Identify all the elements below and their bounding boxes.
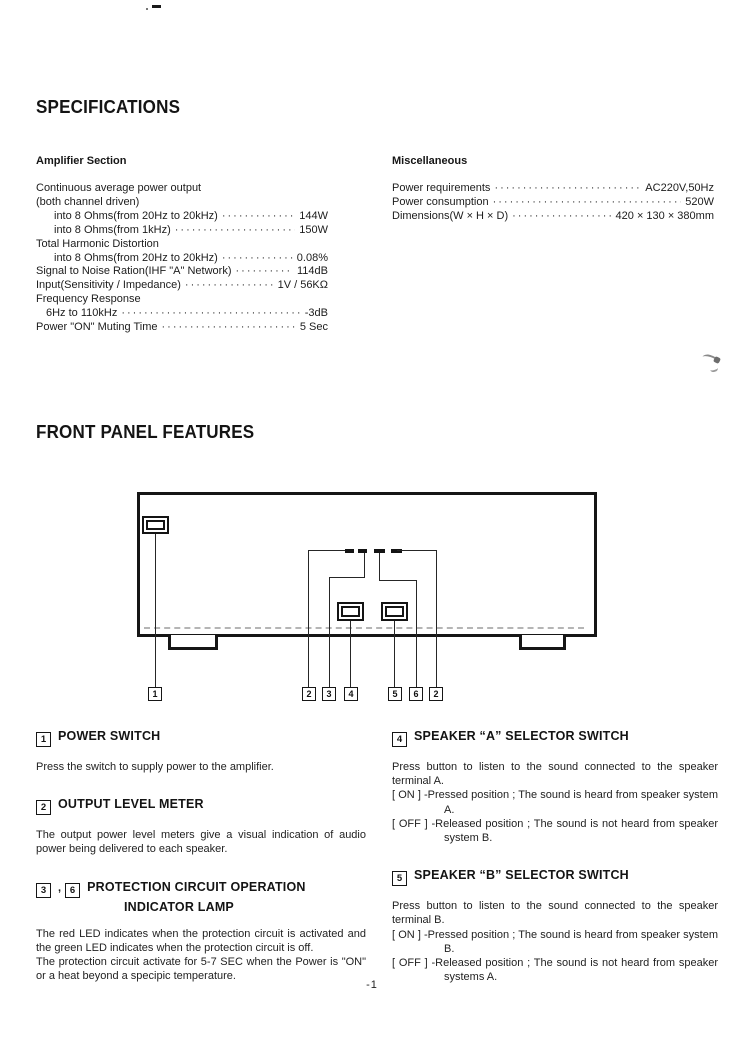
option-text: -Released position ; The sound is not heard from speaker systems A. xyxy=(431,957,718,984)
feature-title: POWER SWITCH xyxy=(58,729,161,743)
callout-line xyxy=(155,534,156,687)
option-tag: [ ON ] xyxy=(392,928,425,941)
spec-row xyxy=(36,321,328,335)
callout-line xyxy=(308,550,309,687)
callout-line xyxy=(436,550,437,687)
feature-number-box: 1 xyxy=(36,732,51,747)
spec-label: Power consumption xyxy=(392,195,489,208)
feature-paragraph: Press button to listen to the sound connected to the speaker terminal A. xyxy=(392,761,718,788)
spec-row xyxy=(392,182,714,196)
spec-row xyxy=(36,252,328,266)
feature-speaker-b-switch xyxy=(392,866,718,984)
feature-heading xyxy=(36,878,366,914)
spec-row xyxy=(36,224,328,238)
spec-label: Signal to Noise Ration(IHF "A" Network) xyxy=(36,265,232,278)
meter-mark xyxy=(358,549,367,553)
dotted-leader xyxy=(236,265,294,279)
dotted-leader xyxy=(121,307,300,321)
option-text: -Pressed position ; The sound is heard from speaker system A. xyxy=(424,789,718,816)
callout-line xyxy=(394,621,395,687)
callout-line xyxy=(350,621,351,687)
dotted-leader xyxy=(185,279,274,293)
spec-label: Frequency Response xyxy=(36,293,141,306)
panel-foot-left xyxy=(168,635,218,650)
feature-title: PROTECTION CIRCUIT OPERATION xyxy=(87,879,306,894)
option-tag: [ OFF ] xyxy=(392,957,432,970)
callout-number: 2 xyxy=(429,687,443,701)
spec-label: Input(Sensitivity / Impedance) xyxy=(36,279,181,292)
callout-number: 5 xyxy=(388,687,402,701)
dotted-leader xyxy=(494,182,641,196)
spec-value: 114dB xyxy=(297,265,328,278)
callout-number: 2 xyxy=(302,687,316,701)
spec-value: 150W xyxy=(299,223,328,236)
spec-row xyxy=(36,293,328,307)
feature-title: SPEAKER “B” SELECTOR SWITCH xyxy=(414,868,629,883)
feature-heading xyxy=(36,727,366,747)
spec-value: 1V / 56KΩ xyxy=(277,279,328,292)
callout-number: 1 xyxy=(148,687,162,701)
callout-number: 4 xyxy=(344,687,358,701)
spec-value: 5 Sec xyxy=(299,321,328,334)
callout-line xyxy=(379,580,417,581)
spec-row xyxy=(36,265,328,279)
amplifier-panel-outline xyxy=(137,492,597,637)
feature-protection-circuit xyxy=(36,878,366,984)
feature-option-off xyxy=(392,817,718,845)
features-right-column xyxy=(392,727,718,984)
feature-number-box: 5 xyxy=(392,871,407,886)
spec-row xyxy=(36,279,328,293)
scan-artifact-dash xyxy=(152,5,161,8)
features-left-column xyxy=(36,727,366,983)
option-tag: [ OFF ] xyxy=(392,817,432,830)
feature-title: SPEAKER “A” SELECTOR SWITCH xyxy=(414,729,629,743)
scan-artifact-smudge xyxy=(700,349,728,369)
miscellaneous-section xyxy=(392,155,714,224)
spec-label: Power "ON" Muting Time xyxy=(36,321,158,334)
dotted-leader xyxy=(493,196,682,210)
spec-value: -3dB xyxy=(304,307,328,320)
feature-number-box: 6 xyxy=(65,883,80,898)
option-text: -Pressed position ; The sound is heard from speaker system B. xyxy=(424,928,718,955)
feature-output-level-meter xyxy=(36,795,366,856)
spec-label: (both channel driven) xyxy=(36,195,140,208)
miscellaneous-spec-list xyxy=(392,182,714,224)
feature-power-switch xyxy=(36,727,366,774)
spec-row xyxy=(392,196,714,210)
spec-label: Total Harmonic Distortion xyxy=(36,237,159,250)
feature-heading xyxy=(392,866,718,886)
feature-paragraph: The protection circuit activate for 5-7 SEC when the Power is "ON" or a heat beyond a specipic temperature. xyxy=(36,956,366,983)
panel-bottom-trim xyxy=(144,627,584,629)
callout-line xyxy=(364,553,365,577)
callout-line xyxy=(416,580,417,687)
feature-paragraph: The red LED indicates when the protection circuit is activated and the green LED indicates when the protection circuit is off. xyxy=(36,927,366,954)
feature-number-box: 4 xyxy=(392,732,407,747)
feature-paragraph: The output power level meters give a visual indication of audio power being delivered to each speaker. xyxy=(36,829,366,856)
page-number: -1 xyxy=(366,979,378,991)
spec-row xyxy=(36,307,328,321)
number-separator: , xyxy=(58,881,62,894)
option-text: -Released position ; The sound is not heard from speaker system B. xyxy=(431,817,718,845)
spec-label: Continuous average power output xyxy=(36,182,202,194)
spec-label: into 8 Ohms(from 1kHz) xyxy=(54,223,171,236)
feature-option-on xyxy=(392,788,718,816)
feature-title: OUTPUT LEVEL METER xyxy=(58,797,204,812)
spec-row xyxy=(36,210,328,224)
speaker-a-button-drawing xyxy=(337,602,364,621)
miscellaneous-heading: Miscellaneous xyxy=(392,155,468,167)
dotted-leader xyxy=(162,321,296,335)
power-switch-drawing xyxy=(142,516,169,534)
feature-heading xyxy=(392,727,718,747)
spec-value: 0.08% xyxy=(296,251,328,264)
dotted-leader xyxy=(222,210,295,224)
feature-number-box: 2 xyxy=(36,800,51,815)
spec-value: 144W xyxy=(299,209,328,222)
spec-row xyxy=(392,210,714,224)
amplifier-section-heading: Amplifier Section xyxy=(36,155,127,167)
amplifier-spec-list xyxy=(36,182,328,335)
spec-label: into 8 Ohms(from 20Hz to 20kHz) xyxy=(54,251,218,264)
spec-label: Power requirements xyxy=(392,182,491,194)
spec-label: 6Hz to 110kHz xyxy=(46,307,118,320)
callout-line xyxy=(329,577,365,578)
callout-number: 6 xyxy=(409,687,423,701)
spec-label: into 8 Ohms(from 20Hz to 20kHz) xyxy=(54,209,218,222)
feature-title-line2: INDICATOR LAMP xyxy=(124,899,234,914)
specifications-title: SPECIFICATIONS xyxy=(36,96,181,117)
option-tag: [ ON ] xyxy=(392,789,425,802)
front-panel-diagram xyxy=(124,480,634,705)
spec-value: 520W xyxy=(685,195,714,208)
spec-label: Dimensions(W × H × D) xyxy=(392,209,509,222)
amplifier-section xyxy=(36,155,328,335)
dotted-leader xyxy=(222,252,293,266)
scan-artifact-dot xyxy=(146,8,148,10)
callout-line xyxy=(329,577,330,687)
spec-row xyxy=(36,196,328,210)
callout-line xyxy=(379,553,380,580)
callout-line xyxy=(308,550,345,551)
spec-value: AC220V,50Hz xyxy=(645,182,714,194)
spec-value: 420 × 130 × 380mm xyxy=(615,209,714,222)
spec-row xyxy=(36,238,328,252)
dotted-leader xyxy=(175,224,296,238)
panel-foot-right xyxy=(519,635,566,650)
front-panel-title: FRONT PANEL FEATURES xyxy=(36,421,255,442)
feature-paragraph: Press button to listen to the sound connected to the speaker terminal B. xyxy=(392,900,718,927)
dotted-leader xyxy=(512,210,611,224)
feature-speaker-a-switch xyxy=(392,727,718,845)
feature-number-box: 3 xyxy=(36,883,51,898)
feature-heading xyxy=(36,795,366,815)
feature-paragraph: Press the switch to supply power to the amplifier. xyxy=(36,761,274,773)
spec-row xyxy=(36,182,328,196)
callout-number: 3 xyxy=(322,687,336,701)
speaker-b-button-drawing xyxy=(381,602,408,621)
callout-line xyxy=(397,550,436,551)
meter-mark xyxy=(345,549,354,553)
feature-option-on xyxy=(392,928,718,956)
